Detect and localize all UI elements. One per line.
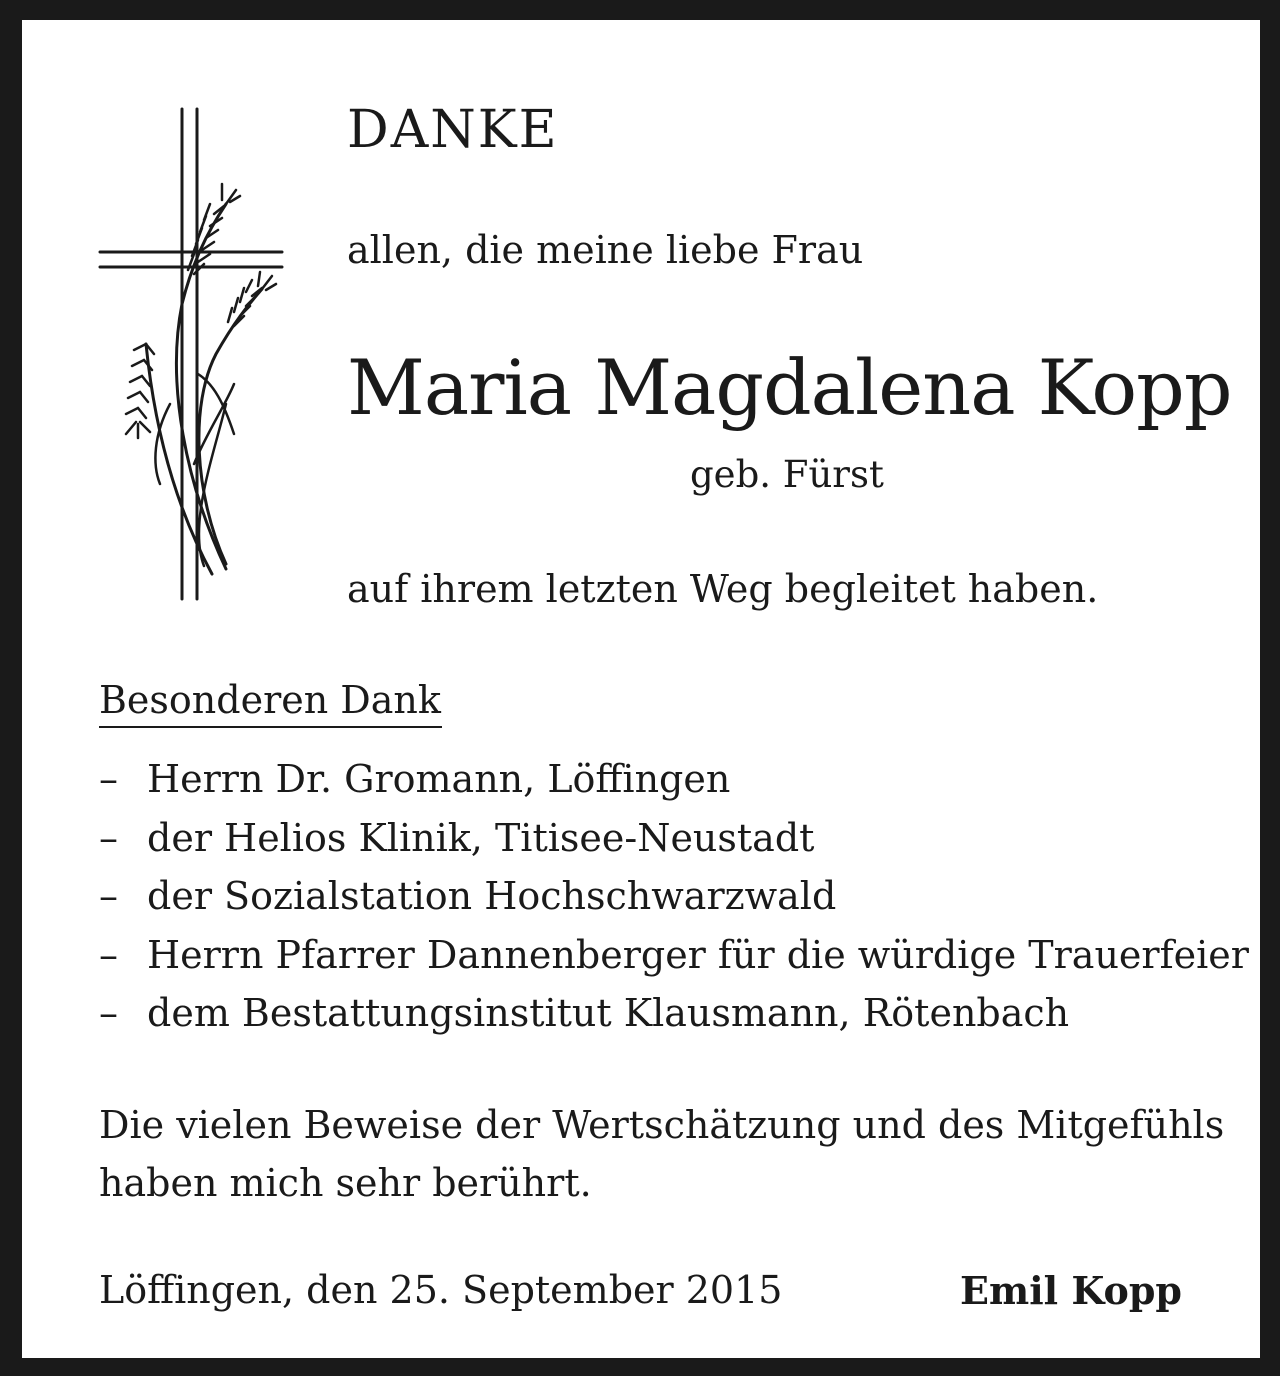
list-item bbox=[99, 926, 1249, 985]
message-text bbox=[99, 1096, 1224, 1212]
list-item-text: Herrn Dr. Gromann, Löffingen bbox=[147, 757, 731, 801]
heading: DANKE bbox=[347, 100, 559, 160]
message-line: Die vielen Beweise der Wertschätzung und des Mitgefühls bbox=[99, 1103, 1225, 1147]
intro-text: allen, die meine liebe Frau bbox=[347, 228, 864, 272]
special-thanks-title: Besonderen Dank bbox=[99, 678, 441, 722]
place-and-date: Löffingen, den 25. September 2015 bbox=[99, 1268, 783, 1312]
list-bullet: – bbox=[99, 757, 118, 801]
list-item bbox=[99, 750, 1249, 809]
list-item bbox=[99, 984, 1249, 1043]
list-item-text: Herrn Pfarrer Dannenberger für die würdige Trauerfeier bbox=[147, 932, 1249, 977]
message-line: haben mich sehr berührt. bbox=[99, 1161, 592, 1205]
list-bullet: – bbox=[99, 815, 118, 860]
list-item-text: der Sozialstation Hochschwarzwald bbox=[147, 874, 837, 918]
signature: Emil Kopp bbox=[960, 1268, 1182, 1313]
list-item bbox=[99, 867, 1249, 926]
list-item-text: der Helios Klinik, Titisee-Neustadt bbox=[147, 815, 815, 860]
list-bullet: – bbox=[99, 991, 118, 1035]
deceased-name: Maria Magdalena Kopp bbox=[347, 343, 1232, 432]
list-item bbox=[99, 809, 1249, 868]
born-name: geb. Fürst bbox=[690, 453, 884, 496]
cross-with-wheat-icon bbox=[94, 104, 294, 604]
closing-text: auf ihrem letzten Weg begleitet haben. bbox=[347, 567, 1099, 611]
list-bullet: – bbox=[99, 932, 118, 977]
special-thanks-list bbox=[99, 750, 1249, 1043]
list-bullet: – bbox=[99, 874, 118, 918]
list-item-text: dem Bestattungsinstitut Klausmann, Rötenbach bbox=[147, 991, 1070, 1035]
special-thanks-underline bbox=[99, 726, 442, 728]
